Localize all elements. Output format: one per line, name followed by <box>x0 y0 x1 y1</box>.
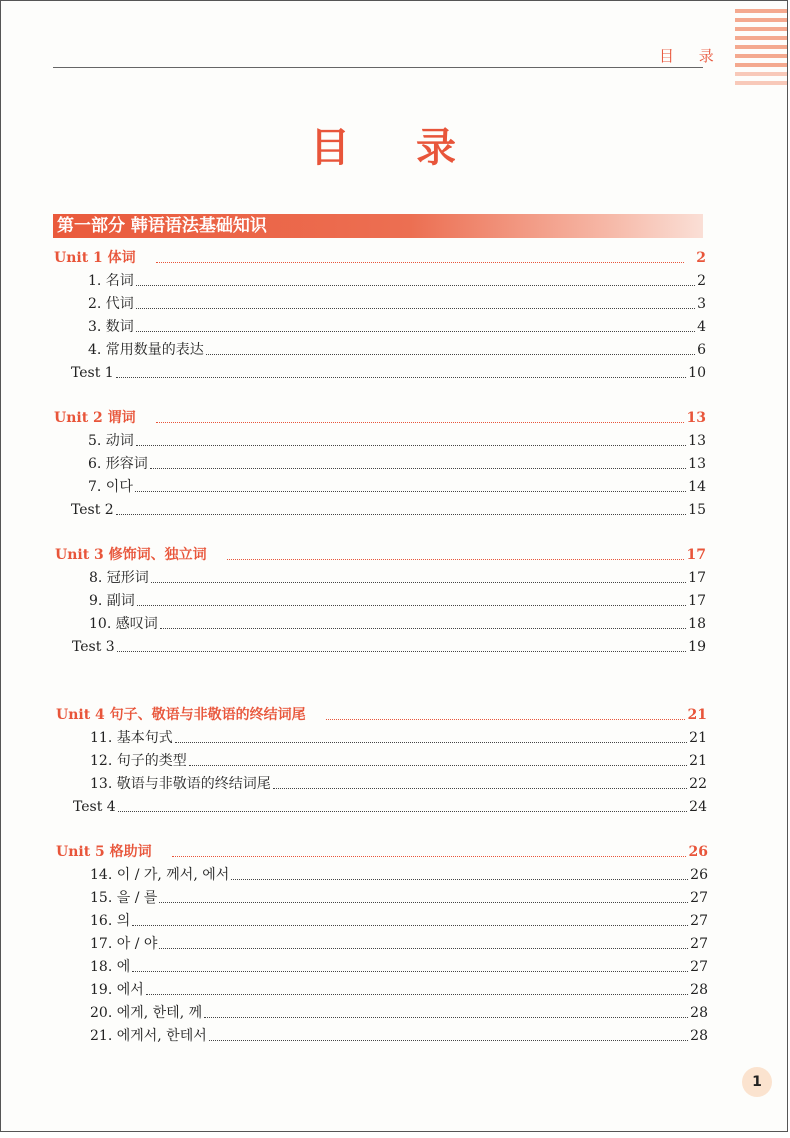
page-title: 目 录 <box>310 124 482 171</box>
toc-unit-heading-page: 26 <box>688 844 708 860</box>
toc-unit-heading-label: Unit 1 体词 <box>54 250 136 266</box>
toc-entry[interactable] <box>54 450 706 473</box>
header-section-label: 目 录 <box>659 47 724 65</box>
toc-unit-heading-page: 13 <box>686 410 706 426</box>
dot-leader <box>116 513 686 515</box>
toc-entry-page: 22 <box>689 776 707 792</box>
toc-entry-page: 4 <box>697 319 706 335</box>
dot-leader <box>146 993 688 995</box>
toc-test-entry-label: Test 2 <box>71 502 114 518</box>
toc-entry[interactable] <box>56 724 707 747</box>
toc-entry-label: 6. 形容词 <box>88 456 148 472</box>
dot-leader <box>231 878 688 880</box>
toc-test-entry-page: 15 <box>688 502 706 518</box>
toc-unit-heading-page: 2 <box>696 250 706 266</box>
toc-entry-page: 18 <box>688 616 706 632</box>
section-spacer <box>1 656 790 701</box>
dot-leader <box>136 444 686 446</box>
toc-unit-heading[interactable] <box>56 701 707 724</box>
toc-unit-heading-label: Unit 5 格助词 <box>56 844 152 860</box>
toc-test-entry-label: Test 4 <box>73 799 116 815</box>
toc-entry[interactable] <box>56 1022 708 1045</box>
toc-entry-page: 2 <box>697 273 706 289</box>
toc-entry-label: 18. 에 <box>90 959 131 975</box>
toc-test-entry[interactable] <box>56 793 707 816</box>
toc-entry-page: 28 <box>690 1028 708 1044</box>
header-divider <box>53 67 703 68</box>
toc-test-entry[interactable] <box>55 633 706 656</box>
toc-unit-heading-label: Unit 2 谓词 <box>54 410 136 426</box>
page-number-badge: 1 <box>742 1067 772 1097</box>
dot-leader <box>150 467 686 469</box>
toc-entry-label: 13. 敬语与非敬语的终结词尾 <box>90 776 271 792</box>
toc-entry[interactable] <box>54 267 706 290</box>
toc-entry-page: 27 <box>690 959 708 975</box>
toc-entry-page: 17 <box>688 593 706 609</box>
toc-entry[interactable] <box>56 976 708 999</box>
toc-entry-label: 9. 副词 <box>89 593 135 609</box>
toc-entry[interactable] <box>56 953 708 976</box>
part-heading: 第一部分 韩语语法基础知识 <box>53 214 703 238</box>
dot-leader <box>156 421 684 423</box>
corner-stripes <box>735 9 787 90</box>
toc-entry[interactable] <box>56 930 708 953</box>
toc-entry-label: 5. 动词 <box>88 433 134 449</box>
toc-entry-label: 15. 을 / 를 <box>90 890 158 906</box>
toc-entry-label: 14. 이 / 가, 께서, 에서 <box>90 867 230 883</box>
toc-entry-label: 21. 에게서, 한테서 <box>90 1028 207 1044</box>
toc-entry[interactable] <box>54 290 706 313</box>
toc-entry-label: 10. 感叹词 <box>89 616 158 632</box>
toc-unit-heading-page: 21 <box>687 707 707 723</box>
table-of-contents <box>1 244 790 1045</box>
dot-leader <box>135 490 686 492</box>
section-spacer <box>1 382 790 404</box>
toc-test-entry-label: Test 3 <box>72 639 115 655</box>
toc-entry-page: 13 <box>688 433 706 449</box>
toc-entry[interactable] <box>56 747 707 770</box>
dot-leader <box>326 718 685 720</box>
toc-unit-heading-label: Unit 4 句子、敬语与非敬语的终结词尾 <box>56 707 306 723</box>
toc-entry-label: 1. 名词 <box>88 273 134 289</box>
toc-entry-label: 11. 基本句式 <box>90 730 173 746</box>
toc-entry[interactable] <box>54 427 706 450</box>
toc-entry[interactable] <box>55 587 706 610</box>
toc-unit-heading[interactable] <box>54 244 706 267</box>
toc-entry-page: 28 <box>690 982 708 998</box>
toc-entry-label: 20. 에게, 한테, 께 <box>90 1005 203 1021</box>
toc-entry-label: 17. 아 / 야 <box>90 936 158 952</box>
toc-entry-page: 21 <box>689 753 707 769</box>
toc-entry[interactable] <box>56 999 708 1022</box>
toc-entry[interactable] <box>56 770 707 793</box>
toc-entry-label: 3. 数词 <box>88 319 134 335</box>
toc-entry[interactable] <box>55 564 706 587</box>
toc-entry-page: 13 <box>688 456 706 472</box>
toc-entry-label: 7. 이다 <box>88 479 133 495</box>
dot-leader <box>160 627 686 629</box>
dot-leader <box>159 947 688 949</box>
toc-test-entry-page: 24 <box>689 799 707 815</box>
toc-unit-heading[interactable] <box>55 541 706 564</box>
dot-leader <box>156 261 684 263</box>
toc-entry-page: 26 <box>690 867 708 883</box>
dot-leader <box>136 284 695 286</box>
toc-entry[interactable] <box>56 884 708 907</box>
dot-leader <box>136 330 695 332</box>
dot-leader <box>172 855 686 857</box>
toc-test-entry-page: 19 <box>688 639 706 655</box>
section-spacer <box>1 816 790 838</box>
toc-test-entry[interactable] <box>54 496 706 519</box>
dot-leader <box>132 924 688 926</box>
dot-leader <box>151 581 686 583</box>
toc-test-entry-label: Test 1 <box>71 365 114 381</box>
toc-entry-page: 27 <box>690 890 708 906</box>
toc-entry[interactable] <box>54 473 706 496</box>
toc-entry[interactable] <box>56 861 708 884</box>
toc-test-entry[interactable] <box>54 359 706 382</box>
toc-unit-heading-page: 17 <box>686 547 706 563</box>
dot-leader <box>159 901 688 903</box>
dot-leader <box>137 604 686 606</box>
toc-entry-label: 19. 에서 <box>90 982 144 998</box>
dot-leader <box>118 810 687 812</box>
toc-unit-heading[interactable] <box>54 404 706 427</box>
toc-entry-page: 17 <box>688 570 706 586</box>
toc-entry-page: 27 <box>690 913 708 929</box>
toc-entry-label: 12. 句子的类型 <box>90 753 187 769</box>
dot-leader <box>206 353 695 355</box>
dot-leader <box>227 558 684 560</box>
toc-entry-label: 16. 의 <box>90 913 131 929</box>
dot-leader <box>117 650 686 652</box>
toc-entry[interactable] <box>54 313 706 336</box>
toc-entry[interactable] <box>54 336 706 359</box>
dot-leader <box>189 764 687 766</box>
dot-leader <box>132 970 688 972</box>
toc-entry-label: 8. 冠形词 <box>89 570 149 586</box>
dot-leader <box>204 1016 688 1018</box>
toc-entry-page: 3 <box>697 296 706 312</box>
toc-entry-label: 4. 常用数量的表达 <box>88 342 204 358</box>
toc-entry[interactable] <box>55 610 706 633</box>
toc-test-entry-page: 10 <box>688 365 706 381</box>
toc-entry-label: 2. 代词 <box>88 296 134 312</box>
dot-leader <box>273 787 687 789</box>
toc-entry[interactable] <box>56 907 708 930</box>
toc-entry-page: 6 <box>697 342 706 358</box>
dot-leader <box>209 1039 688 1041</box>
toc-unit-heading-label: Unit 3 修饰词、独立词 <box>55 547 207 563</box>
section-spacer <box>1 519 790 541</box>
toc-entry-page: 28 <box>690 1005 708 1021</box>
dot-leader <box>116 376 686 378</box>
dot-leader <box>175 741 687 743</box>
dot-leader <box>136 307 695 309</box>
toc-unit-heading[interactable] <box>56 838 708 861</box>
toc-entry-page: 27 <box>690 936 708 952</box>
toc-entry-page: 14 <box>688 479 706 495</box>
toc-entry-page: 21 <box>689 730 707 746</box>
